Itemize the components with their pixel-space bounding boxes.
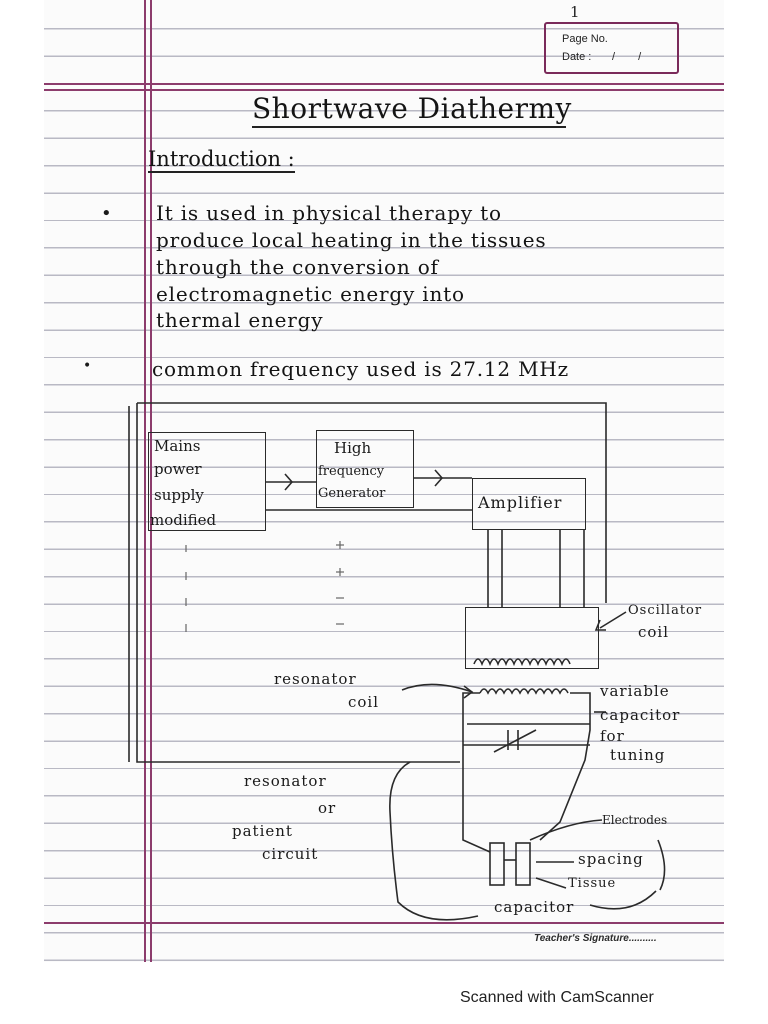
capacitor-label: capacitor bbox=[494, 898, 575, 916]
oscillator-coil-box bbox=[465, 607, 599, 669]
oscillator-coil-label-2: coil bbox=[638, 623, 670, 641]
variable-capacitor-label-1: variable bbox=[600, 682, 670, 700]
patient-circuit-label-4: circuit bbox=[262, 845, 319, 863]
teacher-signature-label: Teacher's Signature.......... bbox=[534, 933, 657, 944]
page-title: Shortwave Diathermy bbox=[252, 92, 572, 125]
tissue-label: Tissue bbox=[568, 876, 617, 891]
date-value: / / bbox=[612, 51, 652, 63]
generator-line-2: frequency bbox=[318, 464, 385, 479]
spacing-label: spacing bbox=[578, 850, 644, 868]
bullet-1-line-5: thermal energy bbox=[156, 308, 324, 332]
page-no-label: Page No. bbox=[562, 33, 608, 45]
resonator-coil-label-2: coil bbox=[348, 693, 380, 711]
amplifier-label: Amplifier bbox=[478, 493, 563, 512]
date-label: Date : bbox=[562, 51, 592, 63]
bullet-2-line-1: common frequency used is 27.12 MHz bbox=[152, 357, 569, 381]
generator-line-3: Generator bbox=[318, 486, 386, 501]
bullet-1-line-3: through the conversion of bbox=[156, 255, 439, 279]
mains-line-1: Mains bbox=[154, 437, 201, 455]
mains-line-4: modified bbox=[150, 511, 217, 529]
electrodes-label: Electrodes bbox=[602, 813, 668, 827]
patient-circuit-label-2: or bbox=[318, 799, 337, 817]
bullet-1-line-2: produce local heating in the tissues bbox=[156, 228, 547, 252]
resonator-coil-label-1: resonator bbox=[274, 670, 357, 688]
bullet-1-line-4: electromagnetic energy into bbox=[156, 282, 465, 306]
mains-line-2: power bbox=[154, 460, 202, 478]
patient-circuit-label-1: resonator bbox=[244, 772, 327, 790]
section-heading-text: Introduction : bbox=[148, 147, 295, 171]
patient-circuit-label-3: patient bbox=[232, 822, 293, 840]
mains-line-3: supply bbox=[154, 486, 204, 504]
camscanner-watermark: Scanned with CamScanner bbox=[460, 989, 654, 1006]
generator-line-1: High bbox=[334, 439, 372, 457]
oscillator-coil-label-1: Oscillator bbox=[628, 603, 703, 618]
variable-capacitor-label-3: for bbox=[600, 727, 625, 745]
variable-capacitor-label-2: capacitor bbox=[600, 706, 681, 724]
bullet-dot-1: • bbox=[101, 203, 112, 224]
bullet-dot-2: • bbox=[83, 358, 92, 374]
variable-capacitor-label-4: tuning bbox=[610, 746, 666, 764]
page-number: 1 bbox=[570, 3, 580, 21]
bullet-1-line-1: It is used in physical therapy to bbox=[156, 201, 502, 225]
